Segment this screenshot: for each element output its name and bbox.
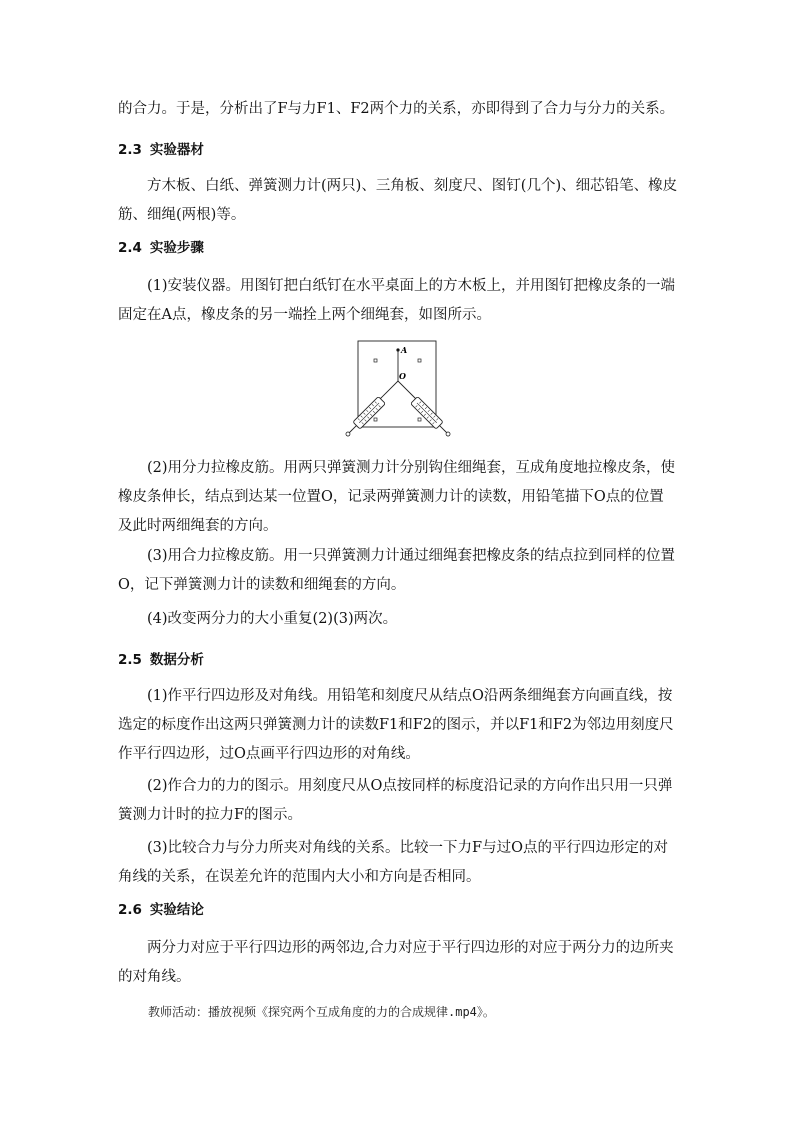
step-1-paragraph: (1)安装仪器。用图钉把白纸钉在水平桌面上的方木板上，并用图钉把橡皮条的一端固定在A点，橡皮条的另一端拴上两个细绳套，如图所示。 bbox=[118, 278, 676, 323]
pin-icons bbox=[374, 359, 421, 421]
conclusion-paragraph: 两分力对应于平行四边形的两邻边,合力对应于平行四边形的对应于两分力的边所夹的对角线。 bbox=[118, 940, 674, 985]
step-4-paragraph: (4)改变两分力的大小重复(2)(3)两次。 bbox=[147, 611, 398, 627]
section-title: 实验器材 bbox=[149, 142, 204, 158]
string-right bbox=[398, 381, 416, 399]
section-title: 数据分析 bbox=[149, 652, 204, 668]
section-number: 2.5 bbox=[118, 652, 142, 668]
intro-paragraph: 的合力。于是，分析出了F与力F1、F2两个力的关系，亦即得到了合力与分力的关系。 bbox=[118, 101, 675, 117]
spring-scale-left bbox=[343, 397, 385, 439]
section-number: 2.6 bbox=[118, 902, 142, 918]
experiment-diagram bbox=[336, 339, 460, 443]
materials-paragraph: 方木板、白纸、弹簧测力计(两只)、三角板、刻度尺、图钉(几个)、细芯铅笔、橡皮筋、细绳(两根)等。 bbox=[118, 178, 678, 223]
step-2-paragraph: (2)用分力拉橡皮筋。用两只弹簧测力计分别钩住细绳套，互成角度地拉橡皮条，使橡皮条伸长，结点到达某一位置O，记录两弹簧测力计的读数，用铅笔描下O点的位置及此时两细绳套的方向。 bbox=[118, 460, 676, 534]
section-heading-2-3 bbox=[118, 140, 204, 160]
label-a: A bbox=[401, 345, 408, 355]
spring-scale-right bbox=[411, 397, 453, 439]
string-left bbox=[380, 381, 398, 399]
section-heading-2-4 bbox=[118, 238, 204, 258]
section-title: 实验步骤 bbox=[149, 240, 204, 256]
section-number: 2.4 bbox=[118, 240, 142, 256]
rubber-band-experiment-figure bbox=[336, 339, 460, 443]
section-title: 实验结论 bbox=[149, 902, 204, 918]
section-number: 2.3 bbox=[118, 142, 142, 158]
teacher-activity-note: 教师活动：播放视频《探究两个互成角度的力的合成规律.mp4》。 bbox=[148, 1005, 495, 1019]
analysis-2-paragraph: (2)作合力的力的图示。用刻度尺从O点按同样的标度沿记录的方向作出只用一只弹簧测力计时的拉力F的图示。 bbox=[118, 778, 673, 823]
section-heading-2-5 bbox=[118, 650, 204, 670]
section-heading-2-6 bbox=[118, 900, 204, 920]
analysis-3-paragraph: (3)比较合力与分力所夹对角线的关系。比较一下力F与过O点的平行四边形定的对角线的关系，在误差允许的范围内大小和方向是否相同。 bbox=[118, 840, 668, 885]
label-o: O bbox=[399, 371, 406, 381]
step-3-paragraph: (3)用合力拉橡皮筋。用一只弹簧测力计通过细绳套把橡皮条的结点拉到同样的位置O，记下弹簧测力计的读数和细绳套的方向。 bbox=[118, 548, 676, 593]
analysis-1-paragraph: (1)作平行四边形及对角线。用铅笔和刻度尺从结点O沿两条细绳套方向画直线，按选定的标度作出这两只弹簧测力计的读数F1和F2的图示，并以F1和F2为邻边用刻度尺作平行四边形，过O点画平行四边形的对角线。 bbox=[118, 688, 674, 762]
